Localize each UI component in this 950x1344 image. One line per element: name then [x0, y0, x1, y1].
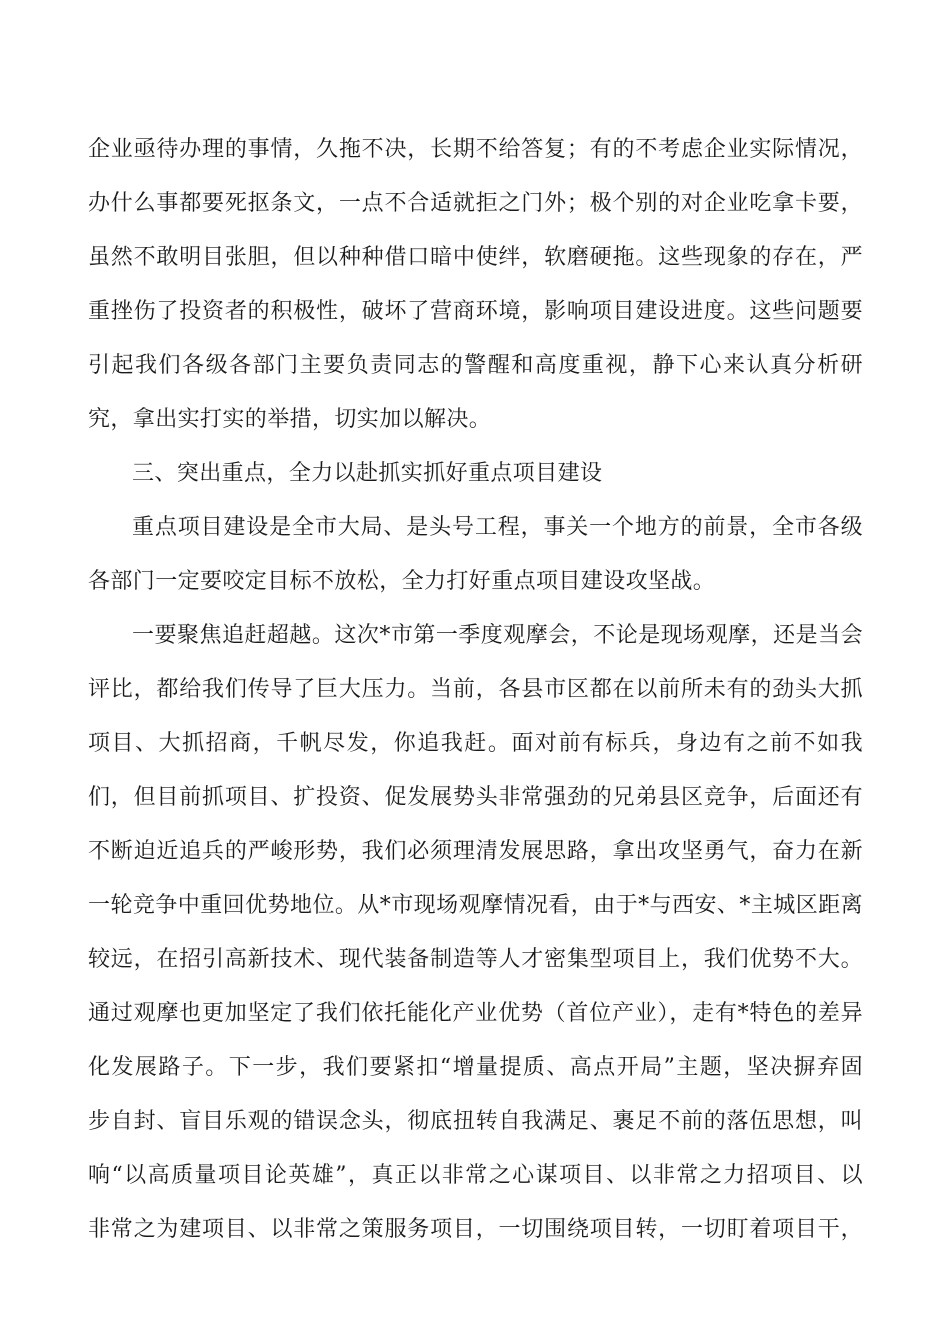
text-line: 通过观摩也更加坚定了我们依托能化产业优势（首位产业），走有*特色的差异 [88, 1001, 863, 1026]
text-line: 企业亟待办理的事情，久拖不决，长期不给答复；有的不考虑企业实际情况， [88, 137, 863, 162]
text-line: 非常之为建项目、以非常之策服务项目，一切围绕项目转，一切盯着项目干， [88, 1217, 863, 1242]
text-line: 化发展路子。下一步，我们要紧扣“增量提质、高点开局”主题，坚决摒弃固 [88, 1055, 863, 1080]
section-heading: 三、突出重点，全力以赴抓实抓好重点项目建设 [132, 461, 603, 486]
text-line: 引起我们各级各部门主要负责同志的警醒和高度重视，静下心来认真分析研 [88, 353, 863, 378]
text-line: 评比，都给我们传导了巨大压力。当前，各县市区都在以前所未有的劲头大抓 [88, 677, 863, 702]
text-line: 各部门一定要咬定目标不放松，全力打好重点项目建设攻坚战。 [88, 569, 716, 594]
text-line: 办什么事都要死抠条文，一点不合适就拒之门外；极个别的对企业吃拿卡要， [88, 191, 863, 216]
text-line: 一要聚焦追赶超越。这次*市第一季度观摩会，不论是现场观摩，还是当会 [132, 623, 863, 648]
text-line: 们，但目前抓项目、扩投资、促发展势头非常强劲的兄弟县区竞争，后面还有 [88, 785, 863, 810]
text-line: 项目、大抓招商，千帆尽发，你追我赶。面对前有标兵，身边有之前不如我 [88, 731, 863, 756]
text-line: 重点项目建设是全市大局、是头号工程，事关一个地方的前景，全市各级 [132, 515, 863, 540]
text-line: 虽然不敢明目张胆，但以种种借口暗中使绊，软磨硬拖。这些现象的存在，严 [88, 245, 863, 270]
text-line: 重挫伤了投资者的积极性，破坏了营商环境，影响项目建设进度。这些问题要 [88, 299, 863, 324]
text-line: 步自封、盲目乐观的错误念头，彻底扭转自我满足、裹足不前的落伍思想，叫 [88, 1109, 863, 1134]
text-line: 较远，在招引高新技术、现代装备制造等人才密集型项目上，我们优势不大。 [88, 947, 863, 972]
text-line: 响“以高质量项目论英雄”，真正以非常之心谋项目、以非常之力招项目、以 [88, 1163, 863, 1188]
text-line: 不断迫近追兵的严峻形势，我们必须理清发展思路，拿出攻坚勇气，奋力在新 [88, 839, 863, 864]
text-line: 究，拿出实打实的举措，切实加以解决。 [88, 407, 492, 432]
text-line: 一轮竞争中重回优势地位。从*市现场观摩情况看，由于*与西安、*主城区距离 [88, 893, 863, 918]
